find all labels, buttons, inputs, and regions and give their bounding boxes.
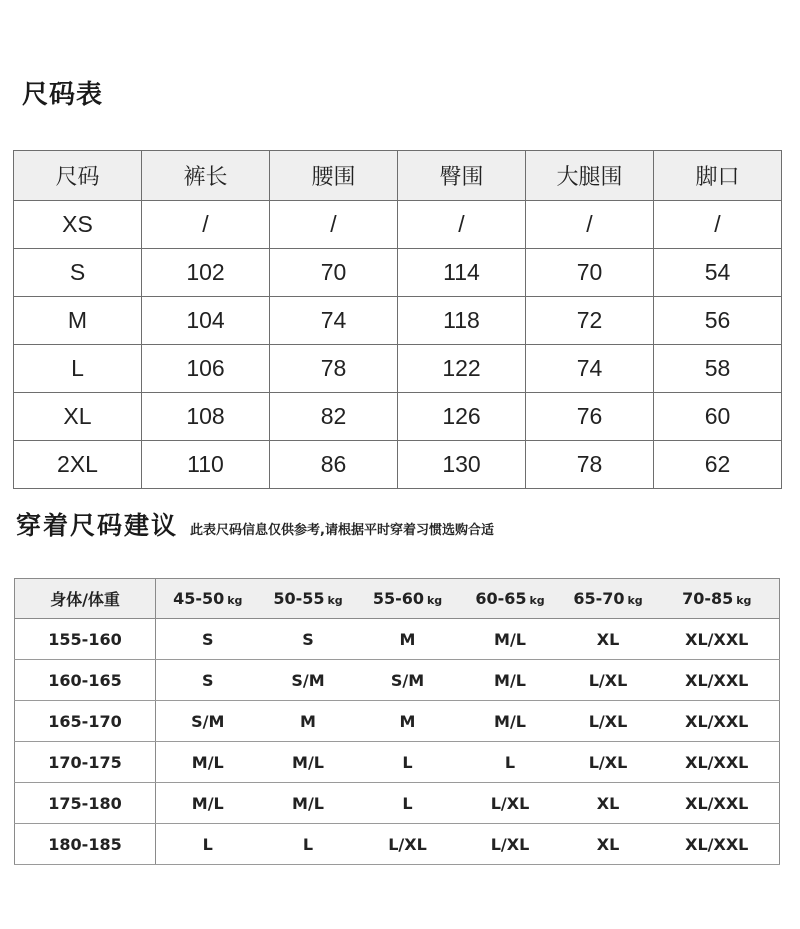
size-cell: L xyxy=(459,742,562,783)
weight-header xyxy=(459,579,562,619)
size-cell: S/M xyxy=(260,660,357,701)
recommendation-title: 穿着尺码建议 xyxy=(16,511,179,540)
table-cell: 102 xyxy=(142,249,270,297)
height-cell: 180-185 xyxy=(15,824,156,865)
size-cell: XL/XXL xyxy=(655,660,780,701)
weight-unit: kg xyxy=(426,594,443,607)
table-row xyxy=(14,441,782,489)
weight-unit: kg xyxy=(736,594,752,607)
size-cell: XL/XXL xyxy=(655,742,780,783)
size-chart-title: 尺码表 xyxy=(22,80,104,110)
size-cell: M/L xyxy=(459,701,562,742)
table-row xyxy=(15,701,780,742)
size-chart-table xyxy=(13,150,782,489)
table-cell: / xyxy=(270,201,398,249)
size-cell: XL/XXL xyxy=(655,619,780,660)
weight-unit: kg xyxy=(529,594,545,607)
size-cell: S xyxy=(260,619,357,660)
weight-header xyxy=(562,579,655,619)
table-cell: / xyxy=(398,201,526,249)
table-cell: 130 xyxy=(398,441,526,489)
table-cell: 110 xyxy=(142,441,270,489)
size-cell: M xyxy=(357,619,459,660)
size-cell: L/XL xyxy=(562,660,655,701)
height-cell: 165-170 xyxy=(15,701,156,742)
height-cell: 160-165 xyxy=(15,660,156,701)
table-cell: XL xyxy=(14,393,142,441)
size-cell: M xyxy=(260,701,357,742)
size-cell: S xyxy=(156,619,260,660)
table-cell: 86 xyxy=(270,441,398,489)
size-cell: S/M xyxy=(156,701,260,742)
recommendation-header-row xyxy=(15,579,780,619)
table-cell: XS xyxy=(14,201,142,249)
size-cell: L xyxy=(260,824,357,865)
weight-unit: kg xyxy=(227,594,243,607)
table-row xyxy=(15,742,780,783)
weight-range: 70-85 xyxy=(682,589,734,608)
size-cell: L xyxy=(156,824,260,865)
column-header: 脚口 xyxy=(654,151,782,201)
height-cell: 170-175 xyxy=(15,742,156,783)
table-row xyxy=(15,824,780,865)
size-cell: XL xyxy=(562,783,655,824)
recommendation-table xyxy=(14,578,780,865)
table-cell: 54 xyxy=(654,249,782,297)
weight-header xyxy=(655,579,780,619)
table-cell: 126 xyxy=(398,393,526,441)
table-cell: 106 xyxy=(142,345,270,393)
size-cell: M/L xyxy=(260,783,357,824)
column-header: 裤长 xyxy=(142,151,270,201)
weight-range: 50-55 xyxy=(273,589,325,608)
size-chart-header-row xyxy=(14,151,782,201)
size-cell: XL xyxy=(562,824,655,865)
weight-range: 55-60 xyxy=(372,589,424,608)
table-cell: / xyxy=(654,201,782,249)
weight-header xyxy=(260,579,357,619)
size-cell: M xyxy=(357,701,459,742)
size-cell: L/XL xyxy=(459,783,562,824)
weight-range: 45-50 xyxy=(173,589,225,608)
weight-unit: kg xyxy=(627,594,643,607)
size-cell: L/XL xyxy=(562,742,655,783)
table-cell: 122 xyxy=(398,345,526,393)
table-cell: M xyxy=(14,297,142,345)
table-cell: 56 xyxy=(654,297,782,345)
table-row xyxy=(14,345,782,393)
table-cell: 70 xyxy=(526,249,654,297)
corner-header: 身体/体重 xyxy=(15,579,156,619)
size-cell: L xyxy=(357,783,459,824)
table-row xyxy=(15,660,780,701)
column-header: 臀围 xyxy=(398,151,526,201)
table-cell: 78 xyxy=(270,345,398,393)
size-cell: L/XL xyxy=(357,824,459,865)
size-cell: M/L xyxy=(156,783,260,824)
table-cell: 62 xyxy=(654,441,782,489)
table-cell: 72 xyxy=(526,297,654,345)
size-cell: L xyxy=(357,742,459,783)
table-cell: 2XL xyxy=(14,441,142,489)
weight-header xyxy=(156,579,260,619)
table-cell: 104 xyxy=(142,297,270,345)
size-cell: XL/XXL xyxy=(655,824,780,865)
table-cell: 108 xyxy=(142,393,270,441)
size-cell: S xyxy=(156,660,260,701)
weight-header xyxy=(357,579,459,619)
table-row xyxy=(14,297,782,345)
recommendation-note: 此表尺码信息仅供参考,请根据平时穿着习惯选购合适 xyxy=(190,523,494,538)
column-header: 尺码 xyxy=(14,151,142,201)
height-cell: 155-160 xyxy=(15,619,156,660)
table-cell: 70 xyxy=(270,249,398,297)
size-cell: S/M xyxy=(357,660,459,701)
table-cell: / xyxy=(142,201,270,249)
table-cell: 58 xyxy=(654,345,782,393)
weight-unit: kg xyxy=(327,594,343,607)
column-header: 大腿围 xyxy=(526,151,654,201)
table-cell: 78 xyxy=(526,441,654,489)
table-row xyxy=(15,783,780,824)
weight-range: 65-70 xyxy=(573,589,625,608)
table-row xyxy=(15,619,780,660)
size-cell: M/L xyxy=(459,619,562,660)
table-cell: 76 xyxy=(526,393,654,441)
recommendation-heading xyxy=(16,506,494,542)
table-cell: 114 xyxy=(398,249,526,297)
table-cell: 82 xyxy=(270,393,398,441)
table-cell: 74 xyxy=(270,297,398,345)
size-cell: XL/XXL xyxy=(655,701,780,742)
weight-range: 60-65 xyxy=(475,589,527,608)
table-row xyxy=(14,249,782,297)
size-cell: M/L xyxy=(156,742,260,783)
size-cell: L/XL xyxy=(459,824,562,865)
size-cell: M/L xyxy=(260,742,357,783)
size-cell: XL/XXL xyxy=(655,783,780,824)
height-cell: 175-180 xyxy=(15,783,156,824)
table-cell: 74 xyxy=(526,345,654,393)
table-cell: S xyxy=(14,249,142,297)
table-cell: / xyxy=(526,201,654,249)
table-cell: L xyxy=(14,345,142,393)
table-cell: 118 xyxy=(398,297,526,345)
size-cell: XL xyxy=(562,619,655,660)
table-row xyxy=(14,201,782,249)
table-cell: 60 xyxy=(654,393,782,441)
column-header: 腰围 xyxy=(270,151,398,201)
size-cell: L/XL xyxy=(562,701,655,742)
table-row xyxy=(14,393,782,441)
size-cell: M/L xyxy=(459,660,562,701)
